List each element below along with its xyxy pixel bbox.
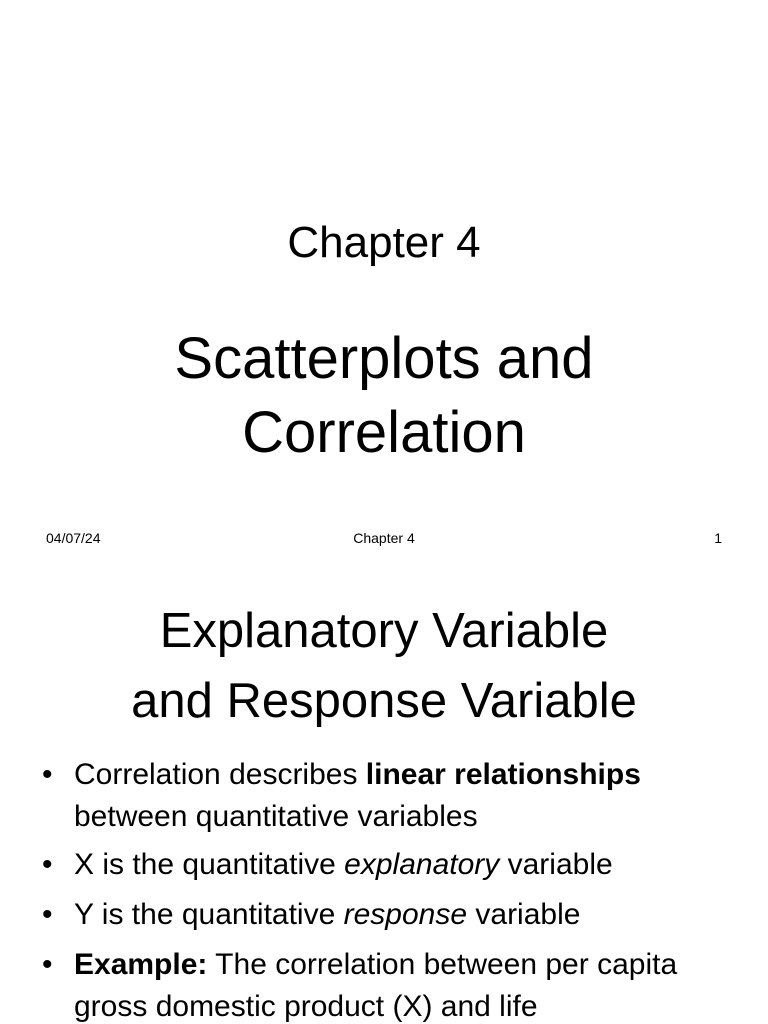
slide-title: [0, 596, 768, 736]
bullet-bold-text: Example:: [74, 948, 208, 981]
bullet-italic-text: response: [343, 898, 468, 931]
bullet-bold-text: linear relationships: [365, 758, 641, 791]
bullet-list: [42, 754, 732, 1024]
bullet-item: [42, 754, 732, 838]
bullet-item: [42, 894, 732, 936]
bullet-text: Correlation describes: [74, 758, 366, 791]
bullet-icon: •: [42, 848, 53, 881]
slide-2: [0, 576, 768, 1024]
bullet-text: X is the quantitative: [74, 848, 345, 881]
bullet-text: Y is the quantitative: [74, 898, 344, 931]
footer-date: 04/07/24: [46, 530, 101, 546]
slide-title-line-2: Correlation: [242, 400, 526, 465]
bullet-icon: •: [42, 898, 53, 931]
bullet-text: variable: [499, 848, 613, 881]
bullet-text: between quantitative variables: [74, 800, 478, 833]
bullet-icon: •: [42, 758, 53, 791]
chapter-label: Chapter 4: [287, 218, 481, 267]
slide-title-line-1: Explanatory Variable: [159, 604, 609, 658]
bullet-icon: •: [42, 948, 53, 981]
bullet-item: [42, 844, 732, 886]
slide-title: [0, 322, 768, 470]
bullet-text: The correlation between per capita gross domestic product (X) and life: [74, 948, 678, 1023]
footer-page-number: 1: [714, 530, 722, 546]
bullet-text: variable: [467, 898, 581, 931]
bullet-italic-text: explanatory: [344, 848, 500, 881]
bullet-item: [42, 944, 732, 1024]
slide-title-line-1: Scatterplots and: [174, 326, 594, 391]
footer-chapter: Chapter 4: [353, 530, 415, 546]
slide-title-line-2: and Response Variable: [131, 674, 637, 728]
